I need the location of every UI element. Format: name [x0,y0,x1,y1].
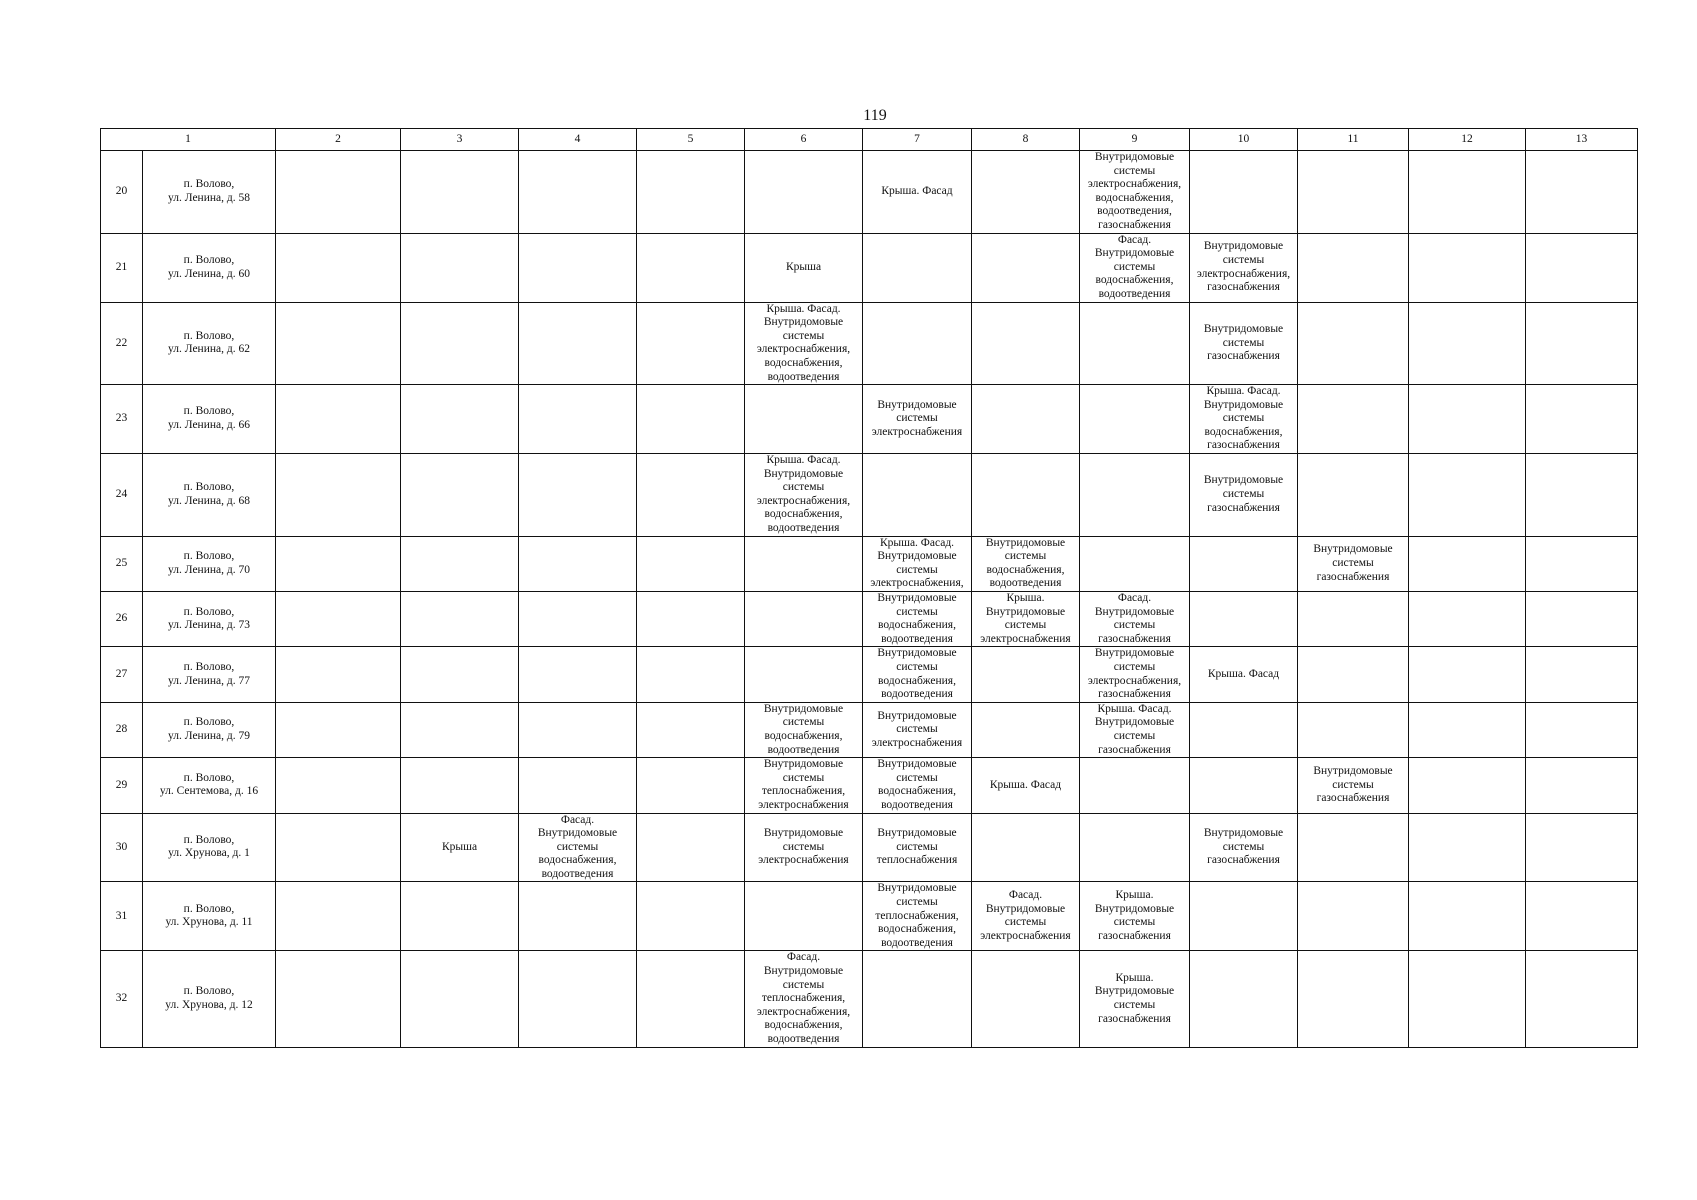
cell-col-3 [401,233,519,302]
address-cell: п. Волово, ул. Ленина, д. 79 [143,702,276,757]
cell-col-2 [276,647,401,702]
address-cell: п. Волово, ул. Хрунова, д. 1 [143,813,276,882]
row-number: 26 [101,592,143,647]
cell-col-4 [519,233,637,302]
cell-col-9 [1080,385,1190,454]
cell-col-5 [637,758,745,813]
cell-col-3 [401,302,519,385]
cell-col-9: Крыша. Внутридомовые системы газоснабжения [1080,882,1190,951]
cell-col-12 [1409,454,1526,537]
cell-col-11: Внутридомовые системы газоснабжения [1298,536,1409,591]
cell-col-9 [1080,536,1190,591]
cell-col-5 [637,702,745,757]
cell-col-9: Крыша. Фасад. Внутридомовые системы газоснабжения [1080,702,1190,757]
cell-col-5 [637,647,745,702]
cell-col-7 [863,302,972,385]
cell-col-11 [1298,882,1409,951]
cell-col-3: Крыша [401,813,519,882]
cell-col-8 [972,302,1080,385]
cell-col-11 [1298,151,1409,234]
cell-col-6: Внутридомовые системы теплоснабжения, электроснабжения [745,758,863,813]
row-number: 25 [101,536,143,591]
cell-col-8: Крыша. Фасад [972,758,1080,813]
cell-col-10: Крыша. Фасад [1190,647,1298,702]
cell-col-7: Внутридомовые системы теплоснабжения, водоснабжения, водоотведения [863,882,972,951]
cell-col-7 [863,454,972,537]
cell-col-4 [519,592,637,647]
cell-col-9 [1080,813,1190,882]
table-row [101,951,1638,1047]
cell-col-7: Внутридомовые системы водоснабжения, водоотведения [863,647,972,702]
cell-col-13 [1526,592,1638,647]
row-number: 29 [101,758,143,813]
cell-col-5 [637,233,745,302]
cell-col-12 [1409,951,1526,1047]
row-number: 30 [101,813,143,882]
header-row [101,129,1638,151]
cell-col-7: Внутридомовые системы теплоснабжения [863,813,972,882]
column-header-12: 12 [1409,129,1526,151]
cell-col-12 [1409,647,1526,702]
cell-col-9: Крыша. Внутридомовые системы газоснабжения [1080,951,1190,1047]
address-cell: п. Волово, ул. Сентемова, д. 16 [143,758,276,813]
cell-col-11 [1298,702,1409,757]
cell-col-5 [637,385,745,454]
row-number: 21 [101,233,143,302]
cell-col-7: Внутридомовые системы водоснабжения, водоотведения [863,592,972,647]
table-row [101,151,1638,234]
cell-col-2 [276,702,401,757]
cell-col-8 [972,813,1080,882]
cell-col-3 [401,385,519,454]
cell-col-9 [1080,302,1190,385]
table-row [101,592,1638,647]
address-cell: п. Волово, ул. Ленина, д. 68 [143,454,276,537]
cell-col-11 [1298,813,1409,882]
cell-col-5 [637,882,745,951]
table-row [101,882,1638,951]
cell-col-7: Внутридомовые системы электроснабжения [863,385,972,454]
cell-col-3 [401,758,519,813]
cell-col-6: Внутридомовые системы водоснабжения, водоотведения [745,702,863,757]
cell-col-4 [519,951,637,1047]
cell-col-4 [519,454,637,537]
cell-col-10 [1190,758,1298,813]
address-cell: п. Волово, ул. Ленина, д. 66 [143,385,276,454]
cell-col-8 [972,454,1080,537]
cell-col-6 [745,592,863,647]
cell-col-8 [972,385,1080,454]
cell-col-7: Внутридомовые системы водоснабжения, водоотведения [863,758,972,813]
cell-col-10: Крыша. Фасад. Внутридомовые системы водоснабжения, газоснабжения [1190,385,1298,454]
cell-col-13 [1526,882,1638,951]
table-header [101,129,1638,151]
cell-col-6: Крыша. Фасад. Внутридомовые системы электроснабжения, водоснабжения, водоотведения [745,302,863,385]
cell-col-13 [1526,536,1638,591]
cell-col-10 [1190,951,1298,1047]
column-header-9: 9 [1080,129,1190,151]
cell-col-4 [519,151,637,234]
cell-col-10: Внутридомовые системы газоснабжения [1190,454,1298,537]
table-row [101,536,1638,591]
row-number: 20 [101,151,143,234]
column-header-8: 8 [972,129,1080,151]
cell-col-11: Внутридомовые системы газоснабжения [1298,758,1409,813]
cell-col-8 [972,233,1080,302]
cell-col-9: Внутридомовые системы электроснабжения, газоснабжения [1080,647,1190,702]
cell-col-9 [1080,454,1190,537]
cell-col-6 [745,536,863,591]
cell-col-8: Фасад. Внутридомовые системы электроснабжения [972,882,1080,951]
cell-col-2 [276,536,401,591]
cell-col-6: Внутридомовые системы электроснабжения [745,813,863,882]
cell-col-4 [519,536,637,591]
cell-col-3 [401,882,519,951]
cell-col-10: Внутридомовые системы газоснабжения [1190,302,1298,385]
cell-col-6: Фасад. Внутридомовые системы теплоснабжения, электроснабжения, водоснабжения, водоотведения [745,951,863,1047]
housing-repair-table [100,128,1638,1048]
cell-col-12 [1409,758,1526,813]
cell-col-12 [1409,882,1526,951]
table-row [101,454,1638,537]
cell-col-4 [519,702,637,757]
cell-col-5 [637,454,745,537]
address-cell: п. Волово, ул. Хрунова, д. 12 [143,951,276,1047]
cell-col-2 [276,151,401,234]
row-number: 22 [101,302,143,385]
cell-col-13 [1526,647,1638,702]
cell-col-5 [637,592,745,647]
cell-col-5 [637,151,745,234]
cell-col-7 [863,951,972,1047]
table-row [101,302,1638,385]
table-row [101,702,1638,757]
table-row [101,647,1638,702]
cell-col-3 [401,454,519,537]
cell-col-11 [1298,592,1409,647]
cell-col-9 [1080,758,1190,813]
row-number: 31 [101,882,143,951]
cell-col-11 [1298,385,1409,454]
cell-col-4: Фасад. Внутридомовые системы водоснабжения, водоотведения [519,813,637,882]
cell-col-10 [1190,592,1298,647]
row-number: 32 [101,951,143,1047]
cell-col-13 [1526,233,1638,302]
cell-col-4 [519,302,637,385]
cell-col-8 [972,702,1080,757]
cell-col-2 [276,302,401,385]
row-number: 28 [101,702,143,757]
cell-col-11 [1298,454,1409,537]
cell-col-2 [276,951,401,1047]
cell-col-12 [1409,536,1526,591]
column-header-6: 6 [745,129,863,151]
cell-col-4 [519,385,637,454]
row-number: 23 [101,385,143,454]
cell-col-5 [637,302,745,385]
cell-col-5 [637,536,745,591]
cell-col-3 [401,647,519,702]
page-number: 119 [863,107,887,124]
address-cell: п. Волово, ул. Ленина, д. 70 [143,536,276,591]
row-number: 27 [101,647,143,702]
cell-col-7: Внутридомовые системы электроснабжения [863,702,972,757]
cell-col-2 [276,233,401,302]
cell-col-2 [276,813,401,882]
cell-col-13 [1526,758,1638,813]
cell-col-12 [1409,151,1526,234]
cell-col-13 [1526,813,1638,882]
cell-col-6 [745,647,863,702]
cell-col-9: Внутридомовые системы электроснабжения, водоснабжения, водоотведения, газоснабжения [1080,151,1190,234]
column-header-13: 13 [1526,129,1638,151]
cell-col-13 [1526,302,1638,385]
cell-col-11 [1298,647,1409,702]
cell-col-10 [1190,882,1298,951]
cell-col-2 [276,385,401,454]
cell-col-10 [1190,702,1298,757]
cell-col-7 [863,233,972,302]
cell-col-10 [1190,536,1298,591]
cell-col-11 [1298,233,1409,302]
cell-col-13 [1526,702,1638,757]
cell-col-12 [1409,233,1526,302]
cell-col-4 [519,882,637,951]
cell-col-8: Внутридомовые системы водоснабжения, водоотведения [972,536,1080,591]
cell-col-2 [276,592,401,647]
cell-col-12 [1409,302,1526,385]
cell-col-3 [401,536,519,591]
cell-col-2 [276,882,401,951]
cell-col-10: Внутридомовые системы электроснабжения, газоснабжения [1190,233,1298,302]
address-cell: п. Волово, ул. Ленина, д. 58 [143,151,276,234]
address-cell: п. Волово, ул. Ленина, д. 77 [143,647,276,702]
cell-col-13 [1526,454,1638,537]
cell-col-6 [745,882,863,951]
cell-col-12 [1409,385,1526,454]
address-cell: п. Волово, ул. Хрунова, д. 11 [143,882,276,951]
cell-col-3 [401,151,519,234]
cell-col-9: Фасад. Внутридомовые системы газоснабжения [1080,592,1190,647]
cell-col-6 [745,151,863,234]
cell-col-8: Крыша. Внутридомовые системы электроснабжения [972,592,1080,647]
cell-col-6: Крыша [745,233,863,302]
cell-col-7: Крыша. Фасад [863,151,972,234]
column-header-7: 7 [863,129,972,151]
address-cell: п. Волово, ул. Ленина, д. 62 [143,302,276,385]
cell-col-7: Крыша. Фасад. Внутридомовые системы электроснабжения, [863,536,972,591]
cell-col-10 [1190,151,1298,234]
column-header-4: 4 [519,129,637,151]
column-header-1: 1 [101,129,276,151]
address-cell: п. Волово, ул. Ленина, д. 60 [143,233,276,302]
cell-col-3 [401,592,519,647]
cell-col-6 [745,385,863,454]
cell-col-5 [637,951,745,1047]
cell-col-3 [401,702,519,757]
cell-col-8 [972,951,1080,1047]
cell-col-3 [401,951,519,1047]
column-header-10: 10 [1190,129,1298,151]
cell-col-12 [1409,813,1526,882]
cell-col-9: Фасад. Внутридомовые системы водоснабжения, водоотведения [1080,233,1190,302]
cell-col-11 [1298,302,1409,385]
cell-col-12 [1409,592,1526,647]
table-row [101,758,1638,813]
column-header-2: 2 [276,129,401,151]
cell-col-8 [972,647,1080,702]
row-number: 24 [101,454,143,537]
cell-col-10: Внутридомовые системы газоснабжения [1190,813,1298,882]
cell-col-13 [1526,151,1638,234]
cell-col-2 [276,758,401,813]
cell-col-4 [519,647,637,702]
table-row [101,233,1638,302]
column-header-11: 11 [1298,129,1409,151]
cell-col-4 [519,758,637,813]
cell-col-8 [972,151,1080,234]
cell-col-12 [1409,702,1526,757]
cell-col-6: Крыша. Фасад. Внутридомовые системы электроснабжения, водоснабжения, водоотведения [745,454,863,537]
cell-col-11 [1298,951,1409,1047]
cell-col-5 [637,813,745,882]
table-row [101,385,1638,454]
column-header-5: 5 [637,129,745,151]
cell-col-13 [1526,385,1638,454]
cell-col-2 [276,454,401,537]
table-row [101,813,1638,882]
column-header-3: 3 [401,129,519,151]
cell-col-13 [1526,951,1638,1047]
address-cell: п. Волово, ул. Ленина, д. 73 [143,592,276,647]
table-body [101,151,1638,1048]
